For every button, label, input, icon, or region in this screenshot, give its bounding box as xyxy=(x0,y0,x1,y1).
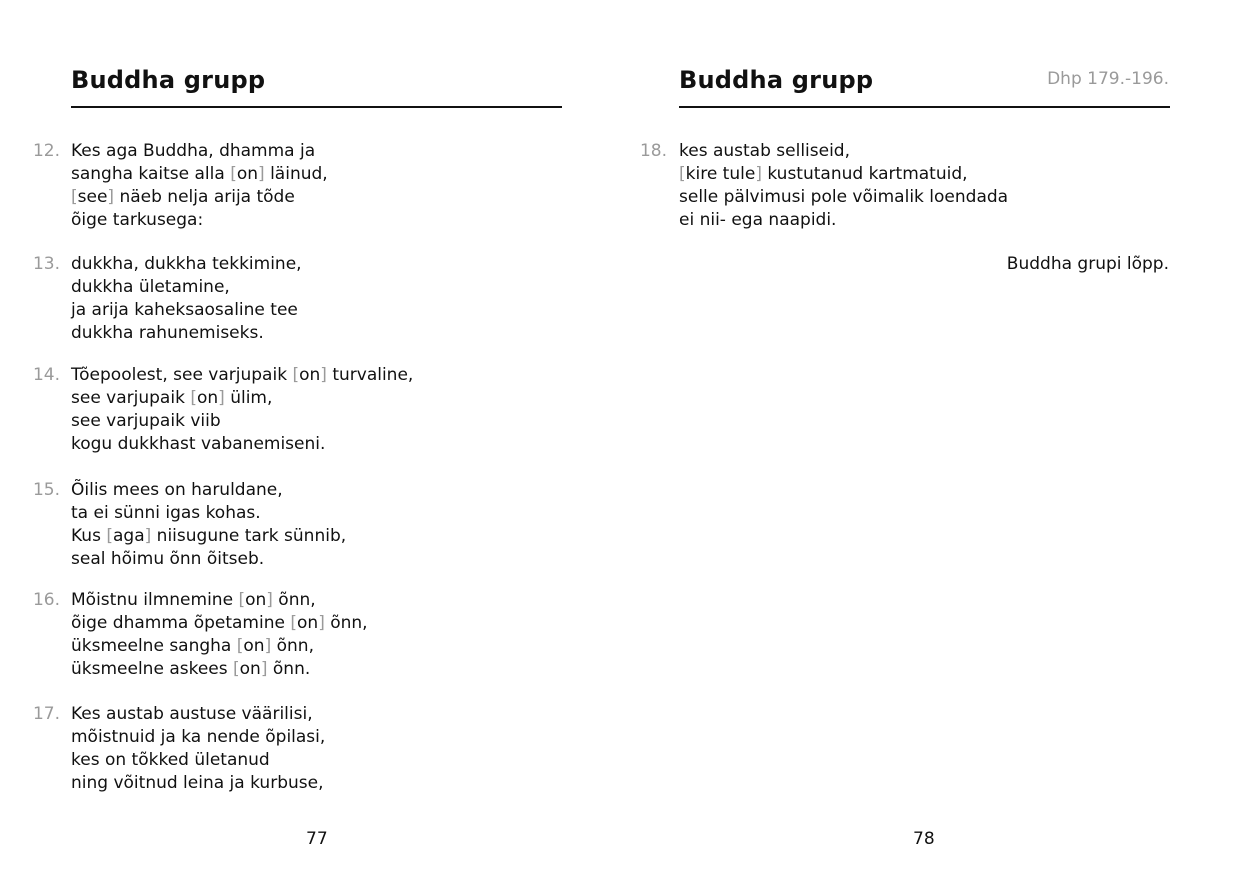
left-title-rule xyxy=(71,106,562,108)
verse-line: see varjupaik [on] ülim, xyxy=(71,388,273,408)
verse-line: sangha kaitse alla [on] läinud, xyxy=(71,164,328,184)
left-page-number: 77 xyxy=(306,829,328,849)
verse-line: ei nii- ega naapidi. xyxy=(679,210,837,230)
verse-line: Kes austab austuse väärilisi, xyxy=(71,704,313,724)
left-page-title: Buddha grupp xyxy=(71,66,266,94)
verse-text xyxy=(679,140,1008,232)
verse-line: dukkha rahunemiseks. xyxy=(71,323,264,343)
chapter-range-ref: Dhp 179.-196. xyxy=(1047,69,1169,89)
verse-line: õige dhamma õpetamine [on] õnn, xyxy=(71,613,368,633)
verse-line: mõistnuid ja ka nende õpilasi, xyxy=(71,727,326,747)
verse-number: 17. xyxy=(32,704,60,724)
verse-number: 13. xyxy=(32,254,60,274)
verse-number: 16. xyxy=(32,590,60,610)
verse-line: [kire tule] kustutanud kartmatuid, xyxy=(679,164,968,184)
verse-number: 18. xyxy=(639,141,667,161)
verse-line: Mõistnu ilmnemine [on] õnn, xyxy=(71,590,316,610)
verse-line: ta ei sünni igas kohas. xyxy=(71,503,261,523)
verse-line: seal hõimu õnn õitseb. xyxy=(71,549,265,569)
verse-line: üksmeelne sangha [on] õnn, xyxy=(71,636,314,656)
verse-text xyxy=(71,364,413,456)
verse-line: see varjupaik viib xyxy=(71,411,221,431)
right-title-rule xyxy=(679,106,1170,108)
verse-text xyxy=(71,589,368,681)
verse-line: kes on tõkked ületanud xyxy=(71,750,270,770)
verse-line: ning võitnud leina ja kurbuse, xyxy=(71,773,324,793)
verse-line: kogu dukkhast vabanemiseni. xyxy=(71,434,326,454)
verse-number: 15. xyxy=(32,480,60,500)
chapter-end-text: Buddha grupi lõpp. xyxy=(1006,254,1169,274)
verse-line: Tõepoolest, see varjupaik [on] turvaline, xyxy=(71,365,414,385)
verse-text xyxy=(71,253,302,345)
verse-line: dukkha ületamine, xyxy=(71,277,230,297)
right-page-number: 78 xyxy=(913,829,935,849)
verse-number: 12. xyxy=(32,141,60,161)
verse-number: 14. xyxy=(32,365,60,385)
verse-line: selle pälvimusi pole võimalik loendada xyxy=(679,187,1009,207)
verse-text xyxy=(71,703,325,795)
verse-line: kes austab selliseid, xyxy=(679,141,851,161)
verse-line: Kes aga Buddha, dhamma ja xyxy=(71,141,316,161)
right-page-title: Buddha grupp xyxy=(679,66,874,94)
verse-line: [see] näeb nelja arija tõde xyxy=(71,187,295,207)
verse-text xyxy=(71,140,328,232)
verse-line: Kus [aga] niisugune tark sünnib, xyxy=(71,526,347,546)
verse-line: ja arija kaheksaosaline tee xyxy=(71,300,298,320)
verse-line: üksmeelne askees [on] õnn. xyxy=(71,659,311,679)
verse-line: õige tarkusega: xyxy=(71,210,204,230)
verse-line: dukkha, dukkha tekkimine, xyxy=(71,254,302,274)
verse-text xyxy=(71,479,346,571)
verse-line: Õilis mees on haruldane, xyxy=(71,480,283,500)
